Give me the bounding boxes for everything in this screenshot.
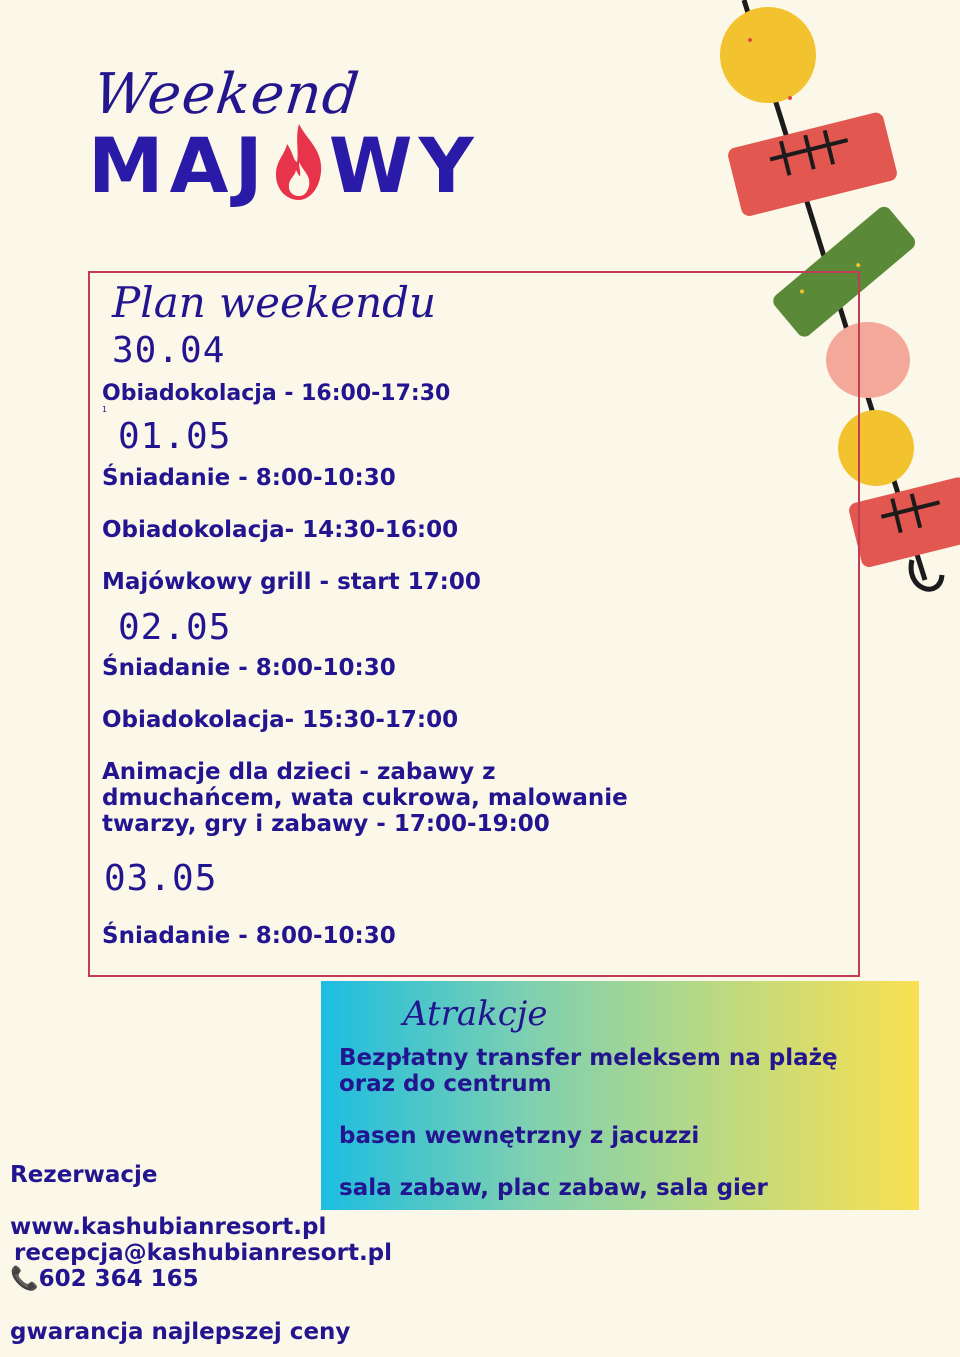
footnote-marker: 1	[102, 405, 108, 414]
website-link[interactable]: www.kashubianresort.pl	[10, 1214, 327, 1240]
reservations-heading: Rezerwacje	[10, 1162, 158, 1188]
plan-title: Plan weekendu	[112, 278, 437, 327]
title-majowy-left: MAJ	[88, 121, 269, 210]
date-02-05: 02.05	[118, 607, 232, 648]
attraction-transfer-line2: oraz do centrum	[339, 1071, 552, 1097]
date-01-05: 01.05	[118, 416, 232, 457]
title-majowy	[88, 121, 480, 210]
email-link[interactable]: recepcja@kashubianresort.pl	[14, 1240, 393, 1266]
phone-icon: 📞	[10, 1266, 39, 1292]
item-animacje-line2: dmuchańcem, wata cukrowa, malowanie	[102, 785, 628, 811]
flame-icon	[269, 122, 329, 202]
item-grill-01-05: Majówkowy grill - start 17:00	[102, 569, 481, 595]
item-obiadokolacja-02-05: Obiadokolacja- 15:30-17:00	[102, 707, 459, 733]
phone-line[interactable]	[10, 1266, 199, 1292]
item-obiadokolacja-30-04: Obiadokolacja - 16:00-17:30	[102, 381, 451, 406]
date-30-04: 30.04	[112, 330, 226, 371]
title-weekend: Weekend	[90, 62, 363, 127]
attractions-title: Atrakcje	[403, 994, 548, 1034]
item-sniadanie-02-05: Śniadanie - 8:00-10:30	[102, 655, 396, 681]
phone-number: 602 364 165	[38, 1266, 199, 1292]
title-majowy-right: WY	[328, 121, 480, 210]
best-price-guarantee: gwarancja najlepszej ceny	[10, 1319, 351, 1345]
item-animacje-line3: twarzy, gry i zabawy - 17:00-19:00	[102, 811, 550, 837]
item-sniadanie-03-05: Śniadanie - 8:00-10:30	[102, 923, 396, 949]
item-sniadanie-01-05: Śniadanie - 8:00-10:30	[102, 465, 396, 491]
attraction-play: sala zabaw, plac zabaw, sala gier	[339, 1175, 768, 1201]
date-03-05: 03.05	[104, 858, 218, 899]
attraction-transfer-line1: Bezpłatny transfer meleksem na plażę	[339, 1045, 838, 1071]
item-obiadokolacja-01-05: Obiadokolacja- 14:30-16:00	[102, 517, 459, 543]
attraction-pool: basen wewnętrzny z jacuzzi	[339, 1123, 700, 1149]
item-animacje-line1: Animacje dla dzieci - zabawy z	[102, 759, 496, 785]
